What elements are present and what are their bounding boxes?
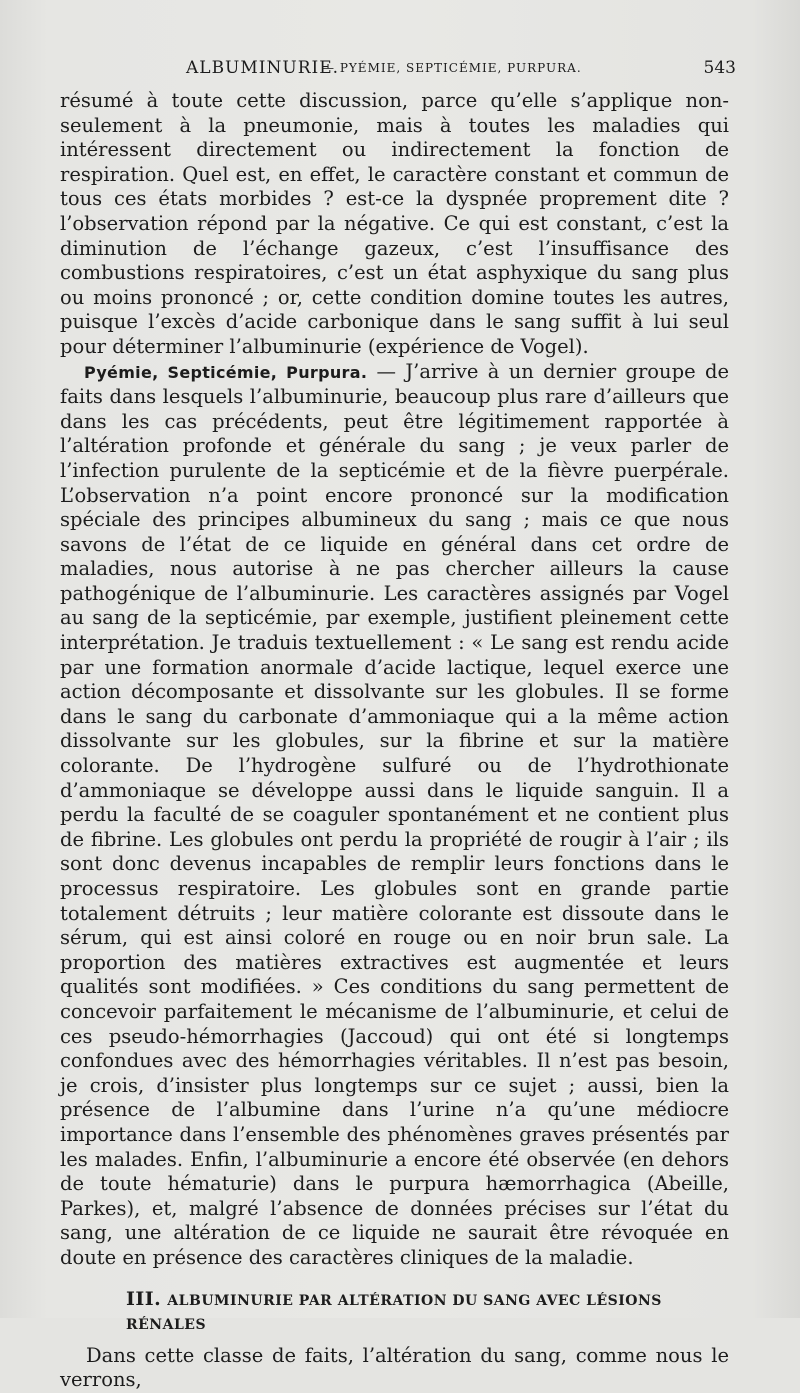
running-head <box>60 56 736 82</box>
running-head-title: ALBUMINURIE. <box>186 58 340 78</box>
section-number: III. <box>126 1287 162 1310</box>
body-text <box>60 89 729 1393</box>
section-title: ALBUMINURIE PAR ALTÉRATION DU SANG AVEC LÉSIONS RÉNALES <box>126 1292 662 1334</box>
paragraph-2-heading: Pyémie, Septicémie, Purpura. <box>84 362 368 382</box>
section-heading <box>60 1287 729 1338</box>
page-number: 543 <box>703 58 736 78</box>
paragraph-3: Dans cette classe de faits, l’altération du sang, comme nous le verrons, <box>60 1343 729 1392</box>
paragraph-2 <box>60 360 729 1271</box>
paragraph-1: résumé à toute cette discussion, parce qu’elle s’applique non-seulement à la pneumonie, mais à toutes les maladies qui intéressent directement ou indirectement la fonction de respiration. Quel est, en effet, le caractère constant et commun de tous ces états morbides ? est-ce la dyspnée proprement dite ? l’observation répond par la négative. Ce qui est constant, c’est la diminution de l’échange gazeux, c’est l’insuffisance des combustions respiratoires, c’est un état asphyxique du sang plus ou moins prononcé ; or, cette condition domine toutes les autres, puisque l’excès d’acide carbonique dans le sang suffit à lui seul pour déterminer l’albuminurie (expérience de Vogel). <box>60 89 729 358</box>
running-head-subtitle: — PYÉMIE, SEPTICÉMIE, PURPURA. <box>322 61 582 75</box>
paragraph-2-text: — J’arrive à un dernier groupe de faits dans lesquels l’albuminurie, beaucoup plus rare d’ailleurs que dans les cas précédents, peut être légitimement rapportée à l’altération profonde et générale du sang ; je veux parler de l’infection purulente de la septicémie et de la fièvre puerpérale. L’observation n’a point encore prononcé sur la modification spéciale des principes albumineux du sang ; mais ce que nous savons de l’état de ce liquide en général dans cet ordre de maladies, nous autorise à ne pas chercher ailleurs la cause pathogénique de l’albuminurie. Les caractères assignés par Vogel au sang de la septicémie, par exemple, justifient pleinement cette interprétation. Je traduis textuellement : « Le sang est rendu acide par une formation anormale d’acide lactique, lequel exerce une action décomposante et dissolvante sur les globules. Il se forme dans le sang du carbonate d’ammoniaque qui a la même action dissolvante sur les globules, sur la fibrine et sur la matière colorante. De l’hydrogène sulfuré ou de l’hydrothionate d’ammoniaque se développe aussi dans le liquide sanguin. Il a perdu la faculté de se coaguler spontanément et ne contient plus de fibrine. Les globules ont perdu la propriété de rougir à l’air ; ils sont donc devenus incapables de remplir leurs fonctions dans le processus respiratoire. Les globules sont en grande partie totalement détruits ; leur matière colorante est dissoute dans le sérum, qui est ainsi coloré en rouge ou en noir brun sale. La proportion des matières extractives est augmentée et leurs qualités sont modifiées. » Ces conditions du sang permettent de concevoir parfaitement le mécanisme de l’albuminurie, et celui de ces pseudo-hémorrhagies (Jaccoud) qui ont été si longtemps confondues avec des hémorrhagies véritables. Il n’est pas besoin, je crois, d’insister plus longtemps sur ce sujet ; aussi, bien la présence de l’albumine dans l’urine n’a qu’une médiocre importance dans l’ensemble des phénomènes graves présentés par les malades. Enfin, l’albuminurie a encore été observée (en dehors de toute hématurie) dans le purpura hæmorrhagica (Abeille, Parkes), et, malgré l’absence de données précises sur l’état du sang, une altération de ce liquide ne saurait être révoquée en doute en présence des caractères cliniques de la maladie. <box>60 359 729 1269</box>
